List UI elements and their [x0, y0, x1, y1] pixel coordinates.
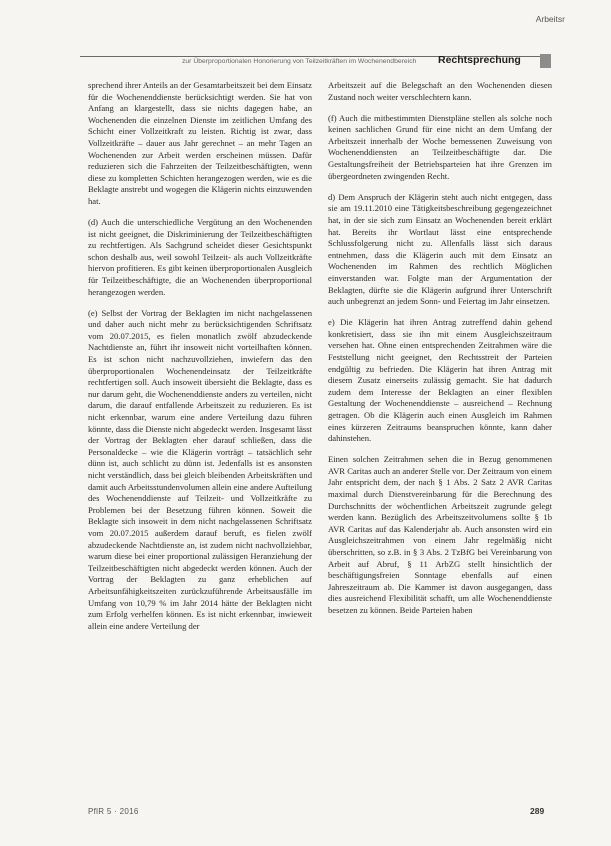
header-category: Arbeitsr: [535, 14, 565, 24]
paragraph: d) Dem Anspruch der Klägerin steht auch nicht entgegen, dass sie am 19.11.2010 eine Tätigkeitsbeschreibung gegengezeichnet hat, in der sie sich zum Einsatz an Wochenenden bereit erklärt hat. Bereits ihr Wortlaut lässt eine entsprechende Schlussfolgerung nicht zu. Allenfalls lässt sich daraus entnehmen, dass die Klägerin auch mit dem Einsatz an Wochenenden im Rahmen des rechtlich Möglichen einverstanden war. Folgte man der Argumentation der Beklagten, dürfte sie die Klägerin aufgrund ihrer Unterschrift auch unbegrenzt an jedem Sonn- und Feiertag im Jahr einsetzen.: [328, 191, 552, 307]
header-subtitle: zur Überproportionalen Honorierung von Teilzeitkräften im Wochenendbereich: [182, 58, 417, 65]
paragraph: sprechend ihrer Anteils an der Gesamtarbeitszeit bei dem Einsatz für die Wochenenddienste berücksichtigt werden. Sie hat von Anfang an klargestellt, dass sie nichts dagegen habe, an Wochenenden die einzelnen Dienste im zeitlichen Umfang des Schicht einer Vollzeitkraft zu leisten. Richtig ist zwar, dass Vollzeitkräfte – dauer aus Jahr gerechnet – an mehr Tagen an Wochenenden zur Arbeit werden erscheinen müssen. Dafür reduzieren sich die Fahrzeiten der Teilzeitbeschäftigten, wenn diese zu kompletten Schichten herangezogen werden, wie es die Beklagte anstrebt und wogegen die Klägerin nichts einzuwenden hat.: [88, 80, 312, 206]
paragraph: Arbeitszeit auf die Belegschaft an den Wochenenden diesen Zustand noch weiter verschlechtern kann.: [328, 80, 552, 102]
header-section-title: Rechtsprechung: [438, 54, 521, 66]
paragraph: e) Die Klägerin hat ihren Antrag zutreffend dahin gehend konkretisiert, dass sie ihn mit einem Ausgleichszeitraum versehen hat. Ohne einen entsprechenden Zeitrahmen wäre die Feststellung nicht geeignet, den Rechtsstreit der Parteien endgültig zu befrieden. Die Klägerin hat ihren Antrag mit diesem Zusatz einerseits zulässig gemacht. Sie hat dadurch zudem dem Interesse der Beklagten an einer flexiblen Gestaltung der Wochenenddienste – ausreichend – Rechnung getragen. Ob die Klägerin auch einen Ausgleich im Rahmen eines kürzeren Zeitraums beanspruchen könnte, kann daher dahinstehen.: [328, 317, 552, 444]
paragraph: (d) Auch die unterschiedliche Vergütung an den Wochenenden ist nicht geeignet, die Diskriminierung der Teilzeitbeschäftigten zu rechtfertigen. Als Sachgrund scheidet dieser Gesichtspunkt schon deshalb aus, weil sowohl Teilzeit- als auch Vollzeitkräfte hiervon profitieren. Es gibt keinen überproportionalen Ausgleich für Teilzeitbeschäftigte, die an Wochenenden überproportional herangezogen werden.: [88, 217, 312, 297]
paragraph: (e) Selbst der Vortrag der Beklagten im nicht nachgelassenen und daher auch nicht mehr zu berücksichtigenden Schriftsatz vom 20.07.2015, es fielen monatlich zwölf abzudeckende Nachtdienste an, führt ihr insoweit nicht vorteilhaften können. Es ist schon nicht nachzuvollziehen, inwiefern das den überproportionalen Wochenendeinsatz der Teilzeitkräfte rechtfertigen soll. Auch insoweit übersieht die Beklagte, dass es nur darum geht, die Wochenenddienste anders zu verteilen, nicht darum, die darauf entfallende Arbeitszeit zu reduzieren. Es ist nicht erkennbar, warum eine andere Verteilung dazu führen könnte, dass die Dienste nicht abgedeckt werden. Insgesamt lässt der Vortrag der Beklagten eher darauf schließen, dass die Personaldecke – wie die Klägerin vorträgt – tatsächlich sehr dünn ist, auch schlicht zu dünn ist. Jedenfalls ist es ansonsten nicht verständlich, dass bei gleich bleibenden Arbeitskräften und damit auch Arbeitsstundenvolumen allein eine andere Aufteilung des Wochenenddienste auf Teilzeit- und Vollzeitkräfte zu Problemen bei der Besetzung führen können. Soweit die Beklagte sich insoweit in dem nicht nachgelassenen Schriftsatz vom 20.07.2015 außerdem darauf beruft, es fielen zwölf abzudeckende Nachtdienste an, ist zudem nicht nachvollziehbar, warum diese bei einer proportional zulässigen Heranziehung der Teilzeitbeschäftigten nicht abgedeckt werden können. Auch der Vortrag der Beklagten zu ganz erheblichen auf Arbeitsunfähigkeitszeiten zurückzuführende Arbeitsausfälle im Umfang von 10,79 % im Jahr 2014 hätte der Beklagten nicht zum Erfolg verhelfen können. Es ist nicht erkennbar, inwieweit allein eine andere Verteilung der: [88, 307, 312, 631]
left-column: [88, 80, 312, 642]
paragraph: (f) Auch die mitbestimmten Dienstpläne stellen als solche noch keinen sachlichen Grund für eine nicht an dem Umfang der Arbeitszeit innerhalb der Woche bemessenen Zuweisung von Wochenenddiensten an Teilzeitbeschäftigte dar. Die Gestaltungsfreiheit der Betriebsparteien hat ihre Grenzen im übergeordneten zwingenden Recht.: [328, 112, 552, 181]
header-marker-box: [540, 54, 551, 68]
footer-page-number: 289: [530, 806, 545, 816]
paragraph: Einen solchen Zeitrahmen sehen die in Bezug genommenen AVR Caritas auch an anderer Stelle vor. Der Zeitraum von einem Jahr entspricht dem, der nach § 1 Abs. 2 Satz 2 AVR Caritas maximal durch Dienstvereinbarung für die Berechnung des Durchschnitts der wöchentlichen Arbeitszeit zugrunde gelegt werden kann. Bezüglich des Arbeitszeitvolumens sollte § 1b AVR Caritas auf das Kalenderjahr ab. Auch ansonsten wird ein Ausgleichszeitrahmen von einem Jahr regelmäßig nicht überschritten, so z.B. in § 3 Abs. 2 TzBfG bei Vereinbarung von Arbeit auf Abruf, § 11 ArbZG stellt hinsichtlich der beschäftigungsfreien Sonntage ebenfalls auf einen Jahreszeitraum ab. Die Kammer ist davon ausgegangen, dass dies ausreichend Flexibilität schafft, um alle Wochenenddienste besetzen zu können. Beide Parteien haben: [328, 454, 552, 615]
right-column: [328, 80, 552, 626]
footer-journal: PflR 5 · 2016: [88, 807, 139, 816]
